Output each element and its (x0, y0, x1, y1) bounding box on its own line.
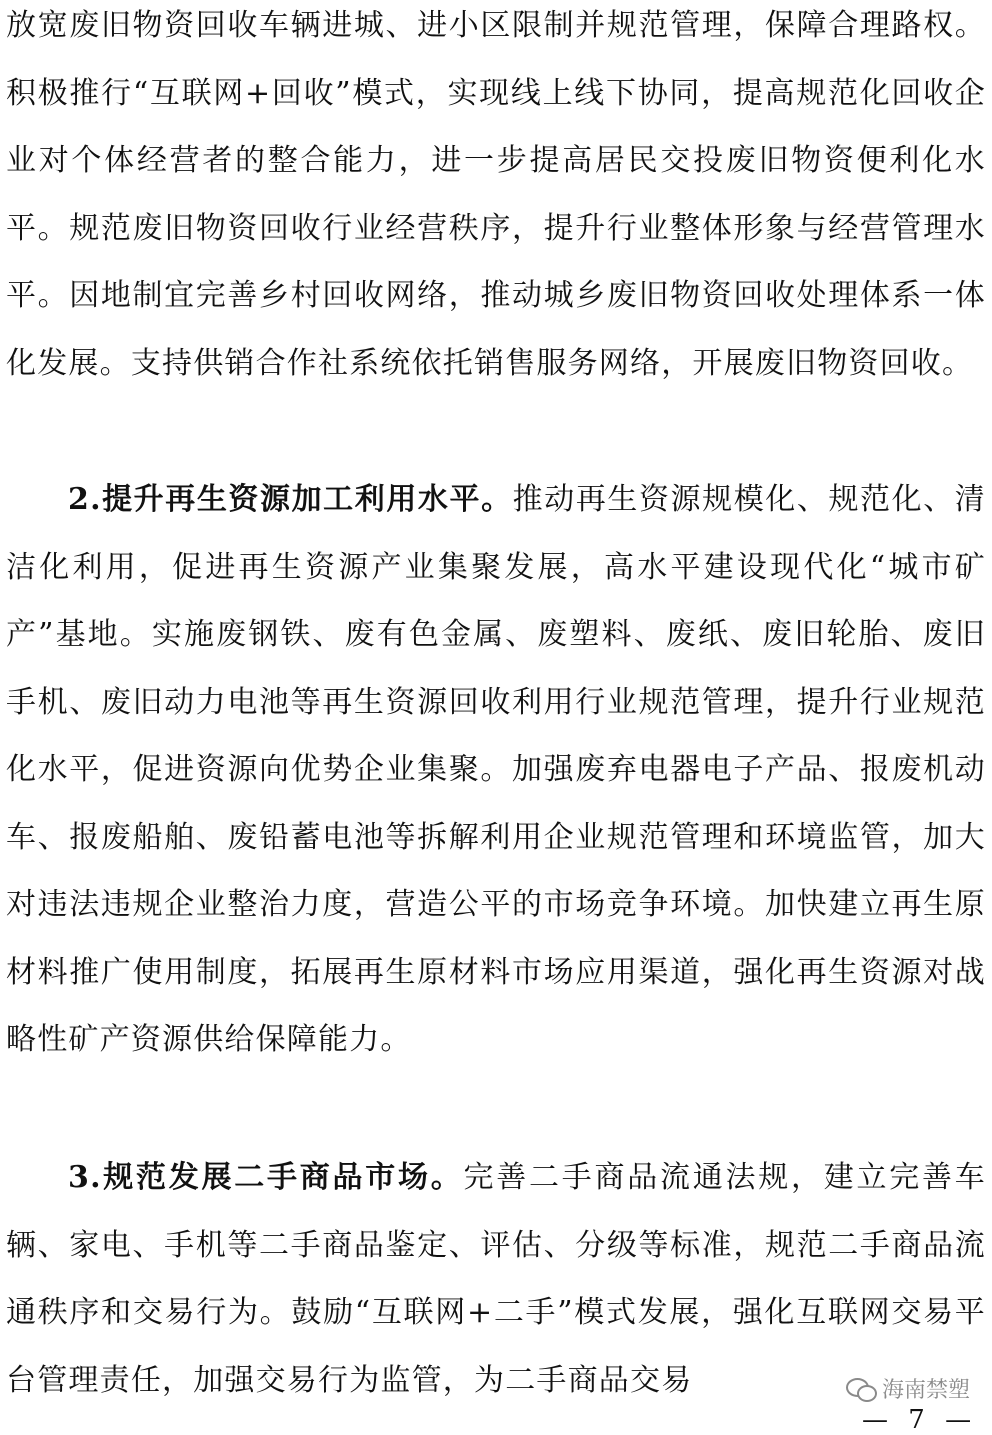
wechat-watermark (842, 1373, 974, 1404)
paragraph-text: 推动再生资源规模化、规范化、清洁化利用，促进再生资源产业集聚发展，高水平建设现代化“城市矿产”基地。实施废钢铁、废有色金属、废塑料、废纸、废旧轮胎、废旧手机、废旧动力电池等再生资源回收利用行业规范管理，提升行业规范化水平，促进资源向优势企业集聚。加强废弃电器电子产品、报废机动车、报废船舶、废铅蓄电池等拆解利用企业规范管理和环境监管，加大对违法违规企业整治力度，营造公平的市场竞争环境。加快建立再生原材料推广使用制度，拓展再生原材料市场应用渠道，强化再生资源对战略性矿产资源供给保障能力。 (6, 482, 986, 1057)
wechat-icon (846, 1376, 876, 1402)
paragraph-text: 完善二手商品流通法规，建立完善车辆、家电、手机等二手商品鉴定、评估、分级等标准，规范二手商品流通秩序和交易行为。鼓励“互联网+二手”模式发展，强化互联网交易平台管理责任，加强交易行为监管，为二手商品交易 (6, 1160, 986, 1398)
paragraph-recycling-utilization (6, 466, 986, 1074)
paragraph-road-rights (6, 0, 986, 397)
paragraph-heading: 3.规范发展二手商品市场。 (68, 1160, 464, 1195)
watermark-text: 海南禁塑 (881, 1378, 970, 1403)
paragraph-second-hand-market (6, 1144, 986, 1414)
page-number: — 7 — (862, 1405, 978, 1435)
paragraph-heading: 2.提升再生资源加工利用水平。 (68, 482, 513, 517)
paragraph-text: 放宽废旧物资回收车辆进城、进小区限制并规范管理，保障合理路权。积极推行“互联网+回收”模式，实现线上线下协同，提高规范化回收企业对个体经营者的整合能力，进一步提高居民交投废旧物资便利化水平。规范废旧物资回收行业经营秩序，提升行业整体形象与经营管理水平。因地制宜完善乡村回收网络，推动城乡废旧物资回收处理体系一体化发展。支持供销合作社系统依托销售服务网络，开展废旧物资回收。 (6, 8, 986, 381)
